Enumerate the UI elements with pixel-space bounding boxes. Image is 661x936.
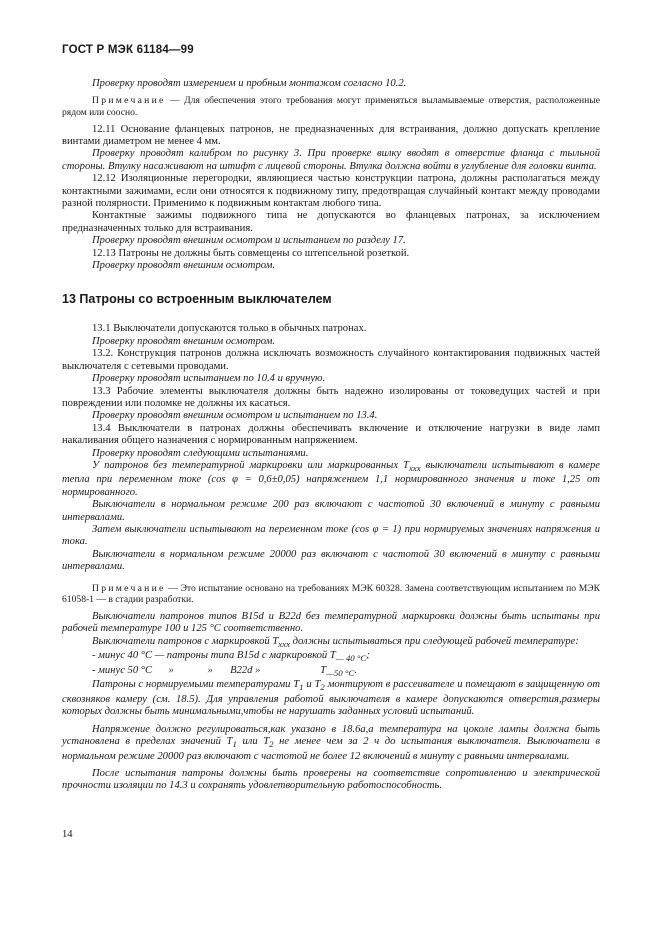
test-paragraph-9: После испытания патроны должны быть проверены на соответствие сопротивлению и электрической прочности изоляции по 14.3 и сохранять удовлетворительную работоспособность. <box>62 767 600 792</box>
note-label: Примечание <box>92 95 166 107</box>
clause-12-13-check: Проверку проводят внешним осмотром. <box>92 260 276 272</box>
test-paragraph-1: У патронов без температурной маркировки или маркированных $T_{xxx}$ выключатели испытывают в камере тепла при переменном токе (cos φ = 0,6±0,05) напряжением 1,1 нормированного значения и токе 1,25 от нормированного. <box>62 459 600 498</box>
clause-13-2: 13.2. Конструкция патронов должна исключать возможность случайного контактирования подвижных частей выключателя с сетевыми проводами. <box>62 348 600 372</box>
clause-13-1-check: Проверку проводят внешним осмотром. <box>92 335 276 347</box>
test-paragraph-8: Напряжение должно регулироваться,как указано в 18.6а,а температура на цоколе лампы должна быть установлена в пределах значений $T_1$ или $T_2$ не менее чем за 2 ч до испытания выключателя. Выключатели в нормальном режиме 20000 раз включают с частотой не более 12 включений в минуту с равными интервалами. <box>62 723 601 762</box>
section-title: 13 Патроны со встроенным выключателем <box>62 292 332 307</box>
note <box>62 95 600 118</box>
test-paragraph-6: Выключатели патронов с маркировкой $T_{xxx}$ должны испытываться при следующей рабочей температуре: <box>92 635 579 649</box>
test-paragraph-7: Патроны с нормируемыми температурами $T_1$ и $T_2$ монтируют в рассеивателе и помещают в защищенную от сквозняков камеру (см. 18.5). Для управления работой выключателя в камере допускаются отверстия,размеры которых должны быть минимальными,чтобы не нарушать заданных условий испытаний. <box>62 679 600 718</box>
document-body <box>62 78 600 793</box>
clause-13-1: 13.1 Выключатели допускаются только в обычных патронах. <box>92 323 367 335</box>
note <box>62 583 600 606</box>
list-item: - минус 50 °С » » B22d » $T_{—50 ^\circ С}$. <box>92 664 357 678</box>
note-label: Примечание <box>92 582 166 594</box>
test-paragraph-2: Выключатели в нормальном режиме 200 раз включают с частотой 30 включений в минуту с равными интервалами. <box>62 499 600 523</box>
clause-12-13: 12.13 Патроны не должны быть совмещены со штепсельной розеткой. <box>92 247 410 259</box>
test-paragraph-5: Выключатели патронов типов B15d и B22d без температурной маркировки должны быть испытаны при рабочей температуре 100 и 125 °С соответственно. <box>62 610 600 635</box>
paragraph: Проверку проводят измерением и пробным монтажом согласно 10.2. <box>92 78 407 89</box>
clause-12-12-b: Контактные зажимы подвижного типа не допускаются во фланцевых патронах, за исключением предназначенных только для встраивания. <box>62 210 600 234</box>
note-text: — Это испытание основано на требованиях МЭК 60328. Замена соответствующим испытанием по МЭК 61058-1 — в стадии разработки. <box>62 582 600 606</box>
document-header: ГОСТ Р МЭК 61184—99 <box>62 44 194 56</box>
clause-12-12-check: Проверку проводят внешним осмотром и испытанием по разделу 17. <box>92 235 406 247</box>
list-item: - минус 40 °С — патроны типа B15d с маркировкой $T_{— 40 ^\circ С}$; <box>92 650 370 664</box>
clause-12-12: 12.12 Изоляционные перегородки, являющиеся частью конструкции патрона, должны располагаться между контактными зажимами, если они относятся к подвижному типу, предотвращая случайный контакт между проводами разной полярности. Применимо к подвижным контактам любого типа. <box>62 173 600 210</box>
note-text: — Для обеспечения этого требования могут применяться выламываемые отверстия, расположенные рядом или соосно. <box>62 95 600 118</box>
clause-12-11-check: Проверку проводят калибром по рисунку 3. При проверке вилку вводят в отверстие фланца с тыльной стороны. Втулку насаживают на штифт с лицевой стороны. Втулка должна войти в углубление для головки винта. <box>62 148 600 172</box>
clause-13-2-check: Проверку проводят испытанием по 10.4 и вручную. <box>92 373 326 385</box>
clause-13-4-check: Проверку проводят следующими испытаниями. <box>92 447 309 459</box>
clause-13-4: 13.4 Выключатели в патронах должны обеспечивать включение и отключение нагрузки в виде ламп накаливания общего назначения с нормированным напряжением. <box>62 422 600 447</box>
test-paragraph-3: Затем выключатели испытывают на переменном токе (cos φ = 1) при нормируемых значениях напряжения и тока. <box>62 524 600 548</box>
test-paragraph-4: Выключатели в нормальном режиме 20000 раз включают с частотой 30 включений в минуту с равными интервалами. <box>62 548 600 573</box>
clause-13-3-check: Проверку проводят внешним осмотром и испытанием по 13.4. <box>92 410 378 422</box>
clause-12-11: 12.11 Основание фланцевых патронов, не предназначенных для встраивания, должно допускать крепление винтами диаметром не менее 4 мм. <box>62 123 600 147</box>
clause-13-3: 13.3 Рабочие элементы выключателя должны быть надежно изолированы от токоведущих частей и при повреждении или поломке не должны их касаться. <box>62 385 600 409</box>
page-number: 14 <box>62 829 73 840</box>
